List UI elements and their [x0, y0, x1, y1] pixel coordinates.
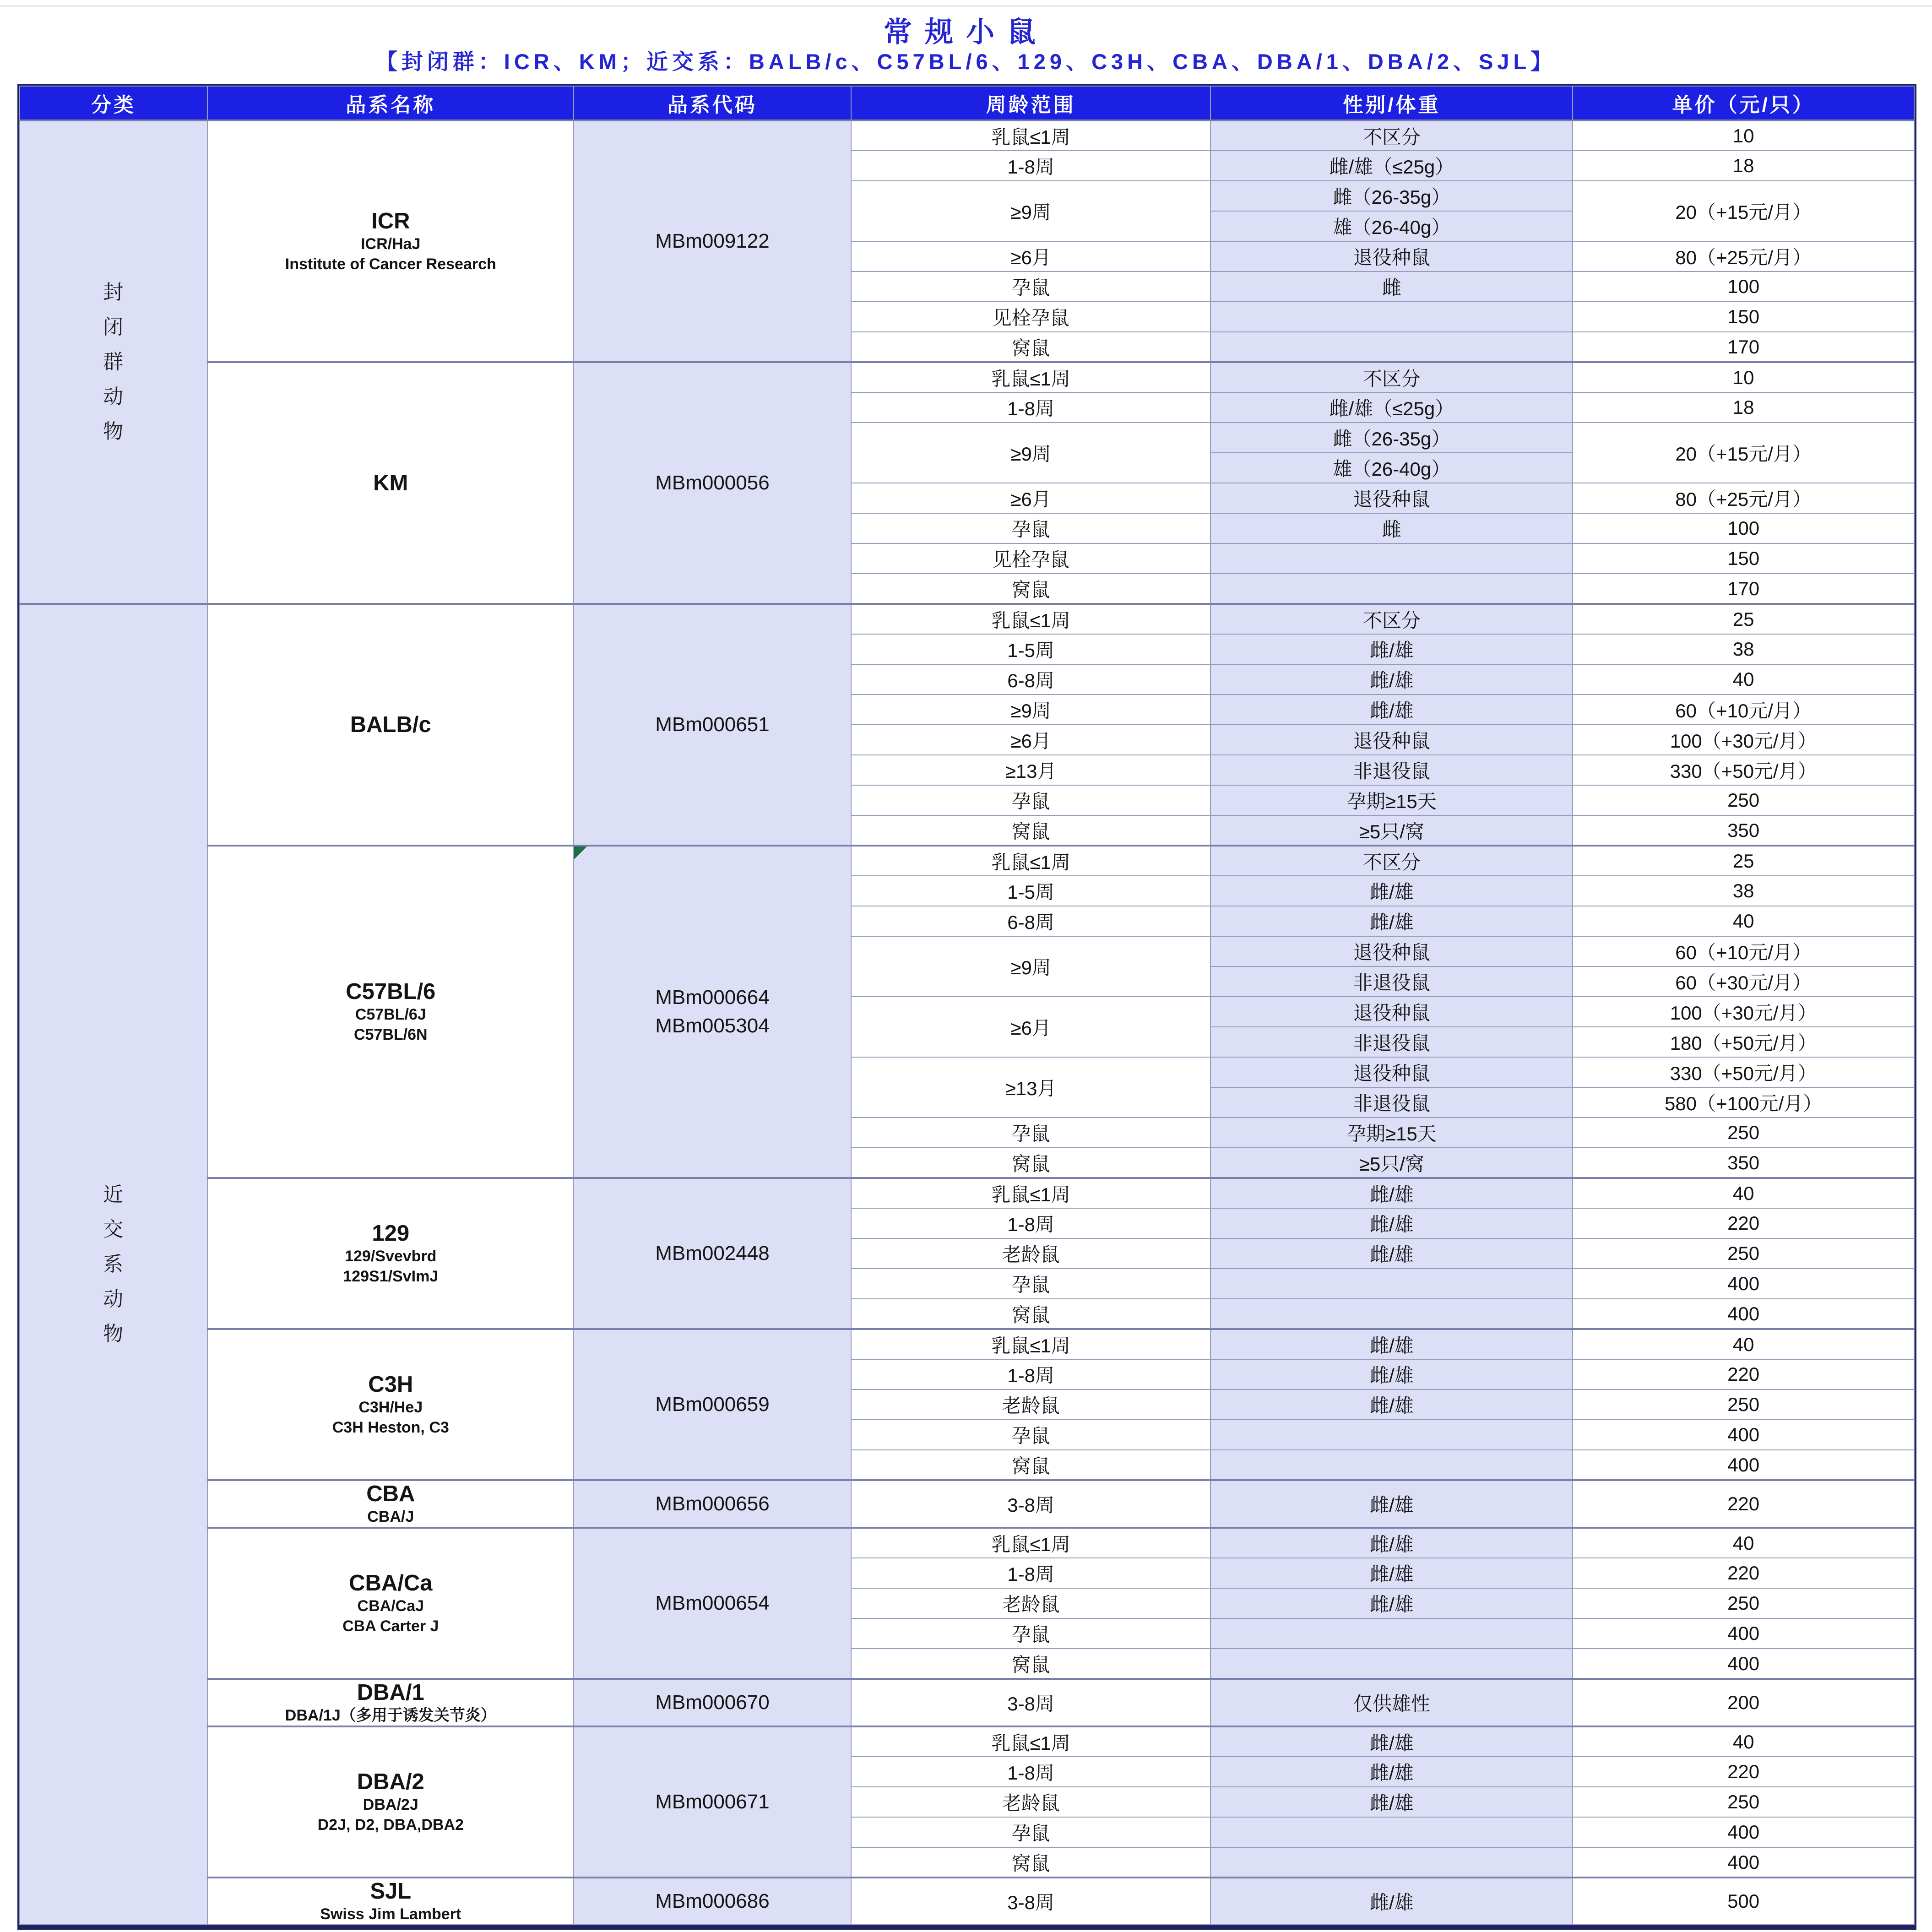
price-cell: 250 — [1573, 1787, 1914, 1817]
table-body — [20, 120, 1914, 1925]
price-cell: 350 — [1573, 1148, 1914, 1178]
sex-weight-cell — [1210, 1299, 1573, 1329]
strain-name-cell — [207, 604, 574, 846]
price-cell: 10 — [1573, 120, 1914, 151]
sex-weight-cell — [1210, 1847, 1573, 1878]
strain-name: SJL — [370, 1879, 412, 1904]
age-range-cell: ≥6月 — [851, 241, 1211, 271]
sex-weight-cell: 雌/雄 — [1210, 1238, 1573, 1269]
table-row — [20, 362, 1914, 392]
age-range-cell: 1-5周 — [851, 634, 1211, 664]
age-range-cell: ≥9周 — [851, 181, 1211, 241]
sex-weight-cell: 孕期≥15天 — [1210, 1118, 1573, 1148]
strain-subname: C57BL/6N — [353, 1026, 428, 1043]
strain-code-cell — [574, 120, 851, 362]
price-cell: 170 — [1573, 332, 1914, 362]
sex-weight-cell: 雌/雄 — [1210, 1757, 1573, 1787]
strain-name: KM — [373, 471, 408, 495]
age-range-cell: 窝鼠 — [851, 574, 1211, 604]
category-cell: 近 交 系 动 物 — [20, 604, 207, 1925]
age-range-cell: 老龄鼠 — [851, 1787, 1211, 1817]
sex-weight-cell: ≥5只/窝 — [1210, 1148, 1573, 1178]
sex-weight-cell: 雌/雄 — [1210, 1558, 1573, 1588]
strain-subname: Institute of Cancer Research — [285, 255, 496, 273]
strain-code: MBm009122 — [655, 230, 770, 252]
sex-weight-cell: 雌/雄 — [1210, 1389, 1573, 1420]
age-range-cell: 孕鼠 — [851, 271, 1211, 302]
sex-weight-cell: 雌/雄（≤25g） — [1210, 151, 1573, 181]
price-cell: 20（+15元/月） — [1573, 423, 1914, 483]
table-row — [20, 1178, 1914, 1208]
sex-weight-cell — [1210, 1420, 1573, 1450]
age-range-cell: 孕鼠 — [851, 785, 1211, 815]
price-cell: 60（+10元/月） — [1573, 695, 1914, 725]
price-cell: 170 — [1573, 574, 1914, 604]
col-header-strain-name: 品系名称 — [207, 86, 574, 120]
strain-name-cell — [207, 1178, 574, 1329]
sex-weight-cell: 不区分 — [1210, 846, 1573, 876]
strain-name-cell — [207, 1528, 574, 1679]
price-cell: 40 — [1573, 906, 1914, 936]
strain-subname: 129S1/SvImJ — [343, 1268, 439, 1285]
sex-weight-cell: 雌/雄 — [1210, 1178, 1573, 1208]
strain-name-cell — [207, 120, 574, 362]
sex-weight-cell: 退役种鼠 — [1210, 483, 1573, 513]
sex-weight-cell: 雌/雄 — [1210, 1787, 1573, 1817]
price-cell: 40 — [1573, 664, 1914, 695]
strain-name: CBA — [366, 1482, 415, 1506]
age-range-cell: 窝鼠 — [851, 1649, 1211, 1679]
price-cell: 220 — [1573, 1757, 1914, 1787]
page-subtitle: 【封闭群：ICR、KM；近交系：BALB/c、C57BL/6、129、C3H、CBA、DBA/1、DBA/2、SJL】 — [375, 49, 1557, 74]
category-cell: 封 闭 群 动 物 — [20, 120, 207, 604]
age-range-cell: 3-8周 — [851, 1679, 1211, 1726]
sex-weight-cell: 雌/雄 — [1210, 906, 1573, 936]
sex-weight-cell: 退役种鼠 — [1210, 997, 1573, 1027]
sex-weight-cell: 雌/雄 — [1210, 1588, 1573, 1618]
age-range-cell: 乳鼠≤1周 — [851, 1178, 1211, 1208]
age-range-cell: 6-8周 — [851, 906, 1211, 936]
age-range-cell: 窝鼠 — [851, 1847, 1211, 1878]
sex-weight-cell: 雌/雄 — [1210, 1480, 1573, 1528]
price-cell: 580（+100元/月） — [1573, 1087, 1914, 1118]
sex-weight-cell: 非退役鼠 — [1210, 1027, 1573, 1057]
sex-weight-cell: 非退役鼠 — [1210, 966, 1573, 997]
age-range-cell: ≥9周 — [851, 936, 1211, 997]
age-range-cell: 1-8周 — [851, 151, 1211, 181]
strain-code-cell — [574, 1329, 851, 1480]
age-range-cell: 孕鼠 — [851, 1817, 1211, 1847]
page-title: 常规小鼠 — [883, 16, 1048, 48]
price-cell: 250 — [1573, 1588, 1914, 1618]
sex-weight-cell: 雌/雄 — [1210, 1726, 1573, 1757]
strain-name: C57BL/6 — [346, 979, 436, 1004]
strain-subname: DBA/2J — [363, 1796, 418, 1813]
age-range-cell: 1-8周 — [851, 1558, 1211, 1588]
price-cell: 100 — [1573, 271, 1914, 302]
price-cell: 100（+30元/月） — [1573, 725, 1914, 755]
price-cell: 400 — [1573, 1269, 1914, 1299]
age-range-cell: ≥9周 — [851, 423, 1211, 483]
price-cell: 220 — [1573, 1480, 1914, 1528]
sex-weight-cell: 雌（26-35g） — [1210, 423, 1573, 453]
sex-weight-cell: 退役种鼠 — [1210, 725, 1573, 755]
age-range-cell: 1-8周 — [851, 392, 1211, 423]
age-range-cell: 见栓孕鼠 — [851, 543, 1211, 574]
strain-code: MBm000656 — [655, 1492, 770, 1515]
strain-code-cell — [574, 1878, 851, 1925]
age-range-cell: 窝鼠 — [851, 332, 1211, 362]
age-range-cell: 1-8周 — [851, 1757, 1211, 1787]
price-cell: 25 — [1573, 604, 1914, 634]
sex-weight-cell — [1210, 332, 1573, 362]
strain-code-cell — [574, 1679, 851, 1726]
price-cell: 220 — [1573, 1359, 1914, 1389]
price-cell: 25 — [1573, 846, 1914, 876]
age-range-cell: ≥6月 — [851, 483, 1211, 513]
strain-code-cell — [574, 846, 851, 1178]
table-row — [20, 604, 1914, 634]
price-cell: 100 — [1573, 513, 1914, 543]
price-cell: 250 — [1573, 1118, 1914, 1148]
age-range-cell: 孕鼠 — [851, 1118, 1211, 1148]
sex-weight-cell: 雌/雄 — [1210, 1359, 1573, 1389]
strain-code-cell — [574, 1528, 851, 1679]
strain-subname: CBA/CaJ — [357, 1597, 424, 1615]
age-range-cell: ≥9周 — [851, 695, 1211, 725]
price-cell: 220 — [1573, 1558, 1914, 1588]
price-table — [19, 86, 1915, 1925]
strain-code: MBm000664 — [655, 986, 770, 1009]
age-range-cell: 窝鼠 — [851, 815, 1211, 846]
col-header-category: 分类 — [20, 86, 207, 120]
sex-weight-cell: 雌/雄 — [1210, 876, 1573, 906]
price-cell: 38 — [1573, 876, 1914, 906]
price-cell: 180（+50元/月） — [1573, 1027, 1914, 1057]
sex-weight-cell — [1210, 1618, 1573, 1649]
sex-weight-cell — [1210, 1649, 1573, 1679]
col-header-sex-weight: 性别/体重 — [1210, 86, 1573, 120]
sex-weight-cell — [1210, 1817, 1573, 1847]
age-range-cell: 乳鼠≤1周 — [851, 362, 1211, 392]
col-header-unit-price: 单价（元/只） — [1573, 86, 1914, 120]
age-range-cell: ≥6月 — [851, 997, 1211, 1057]
age-range-cell: ≥6月 — [851, 725, 1211, 755]
sex-weight-cell: 孕期≥15天 — [1210, 785, 1573, 815]
price-cell: 400 — [1573, 1649, 1914, 1679]
age-range-cell: 乳鼠≤1周 — [851, 846, 1211, 876]
age-range-cell: 1-8周 — [851, 1208, 1211, 1238]
sex-weight-cell: 雄（26-40g） — [1210, 211, 1573, 241]
age-range-cell: 见栓孕鼠 — [851, 302, 1211, 332]
age-range-cell: 乳鼠≤1周 — [851, 604, 1211, 634]
strain-name-cell — [207, 846, 574, 1178]
table-row — [20, 1878, 1914, 1925]
age-range-cell: 老龄鼠 — [851, 1238, 1211, 1269]
price-cell: 330（+50元/月） — [1573, 755, 1914, 785]
sex-weight-cell — [1210, 1450, 1573, 1480]
strain-name-cell — [207, 1878, 574, 1925]
age-range-cell: 孕鼠 — [851, 1420, 1211, 1450]
price-cell: 330（+50元/月） — [1573, 1057, 1914, 1087]
price-cell: 100（+30元/月） — [1573, 997, 1914, 1027]
strain-code-cell — [574, 1178, 851, 1329]
age-range-cell: 6-8周 — [851, 664, 1211, 695]
strain-subname: D2J, D2, DBA,DBA2 — [317, 1816, 464, 1834]
age-range-cell: 3-8周 — [851, 1878, 1211, 1925]
green-corner-marker-icon — [574, 847, 587, 859]
strain-subname: ICR/HaJ — [361, 235, 421, 253]
strain-code: MBm000654 — [655, 1592, 770, 1614]
strain-name-cell — [207, 1480, 574, 1528]
table-row — [20, 120, 1914, 151]
price-cell: 40 — [1573, 1329, 1914, 1359]
strain-code: MBm005304 — [655, 1015, 770, 1037]
price-cell: 18 — [1573, 392, 1914, 423]
strain-subname: CBA Carter J — [342, 1617, 439, 1635]
strain-code: MBm000686 — [655, 1890, 770, 1912]
age-range-cell: 孕鼠 — [851, 1269, 1211, 1299]
sex-weight-cell: 雌/雄 — [1210, 1878, 1573, 1925]
sex-weight-cell: 雌/雄 — [1210, 664, 1573, 695]
price-cell: 80（+25元/月） — [1573, 483, 1914, 513]
strain-subname: 129/Svevbrd — [345, 1248, 437, 1265]
age-range-cell: 窝鼠 — [851, 1299, 1211, 1329]
strain-code-cell — [574, 1726, 851, 1878]
table-row — [20, 1726, 1914, 1757]
age-range-cell: 乳鼠≤1周 — [851, 120, 1211, 151]
window-top-edge — [0, 5, 1932, 6]
strain-code-cell — [574, 1480, 851, 1528]
sex-weight-cell: 退役种鼠 — [1210, 936, 1573, 966]
strain-name: DBA/2 — [357, 1769, 424, 1794]
sex-weight-cell: 雌/雄 — [1210, 1208, 1573, 1238]
strain-name: BALB/c — [350, 712, 431, 737]
price-cell: 350 — [1573, 815, 1914, 846]
sex-weight-cell: 雌/雄（≤25g） — [1210, 392, 1573, 423]
strain-subname: CBA/J — [367, 1508, 414, 1525]
price-cell: 40 — [1573, 1178, 1914, 1208]
strain-name-cell — [207, 1329, 574, 1480]
price-cell: 400 — [1573, 1420, 1914, 1450]
header-row — [20, 86, 1914, 120]
sex-weight-cell: 不区分 — [1210, 362, 1573, 392]
age-range-cell: 3-8周 — [851, 1480, 1211, 1528]
strain-subname: DBA/1J（多用于诱发关节炎） — [285, 1707, 496, 1724]
strain-code: MBm000651 — [655, 713, 770, 736]
price-table-container — [17, 84, 1916, 1930]
strain-name-cell — [207, 1726, 574, 1878]
strain-name: ICR — [371, 209, 410, 233]
table-row — [20, 1679, 1914, 1726]
price-cell: 150 — [1573, 302, 1914, 332]
table-row — [20, 1329, 1914, 1359]
strain-name: C3H — [368, 1372, 413, 1397]
sex-weight-cell: 雌 — [1210, 513, 1573, 543]
col-header-age-range: 周龄范围 — [851, 86, 1211, 120]
age-range-cell: 孕鼠 — [851, 513, 1211, 543]
strain-code-cell — [574, 362, 851, 604]
age-range-cell: ≥13月 — [851, 755, 1211, 785]
age-range-cell: 1-8周 — [851, 1359, 1211, 1389]
price-cell: 10 — [1573, 362, 1914, 392]
price-cell: 200 — [1573, 1679, 1914, 1726]
age-range-cell: 乳鼠≤1周 — [851, 1726, 1211, 1757]
strain-code: MBm000659 — [655, 1393, 770, 1416]
strain-name-cell — [207, 362, 574, 604]
age-range-cell: 乳鼠≤1周 — [851, 1329, 1211, 1359]
age-range-cell: 老龄鼠 — [851, 1588, 1211, 1618]
sex-weight-cell: 不区分 — [1210, 120, 1573, 151]
strain-name-cell — [207, 1679, 574, 1726]
sex-weight-cell: 雄（26-40g） — [1210, 453, 1573, 483]
price-cell: 400 — [1573, 1817, 1914, 1847]
sex-weight-cell: 不区分 — [1210, 604, 1573, 634]
price-cell: 250 — [1573, 1238, 1914, 1269]
price-cell: 38 — [1573, 634, 1914, 664]
table-row — [20, 846, 1914, 876]
age-range-cell: 窝鼠 — [851, 1450, 1211, 1480]
price-cell: 60（+10元/月） — [1573, 936, 1914, 966]
sex-weight-cell: 退役种鼠 — [1210, 1057, 1573, 1087]
strain-code: MBm000056 — [655, 472, 770, 494]
age-range-cell: ≥13月 — [851, 1057, 1211, 1118]
sex-weight-cell: 非退役鼠 — [1210, 755, 1573, 785]
price-cell: 250 — [1573, 785, 1914, 815]
price-cell: 400 — [1573, 1618, 1914, 1649]
strain-code: MBm002448 — [655, 1242, 770, 1264]
price-cell: 40 — [1573, 1726, 1914, 1757]
sex-weight-cell: ≥5只/窝 — [1210, 815, 1573, 846]
strain-subname: C3H Heston, C3 — [332, 1419, 449, 1436]
price-cell: 18 — [1573, 151, 1914, 181]
strain-subname: C3H/HeJ — [358, 1399, 423, 1416]
strain-name: DBA/1 — [357, 1680, 424, 1705]
strain-name: 129 — [372, 1221, 410, 1246]
price-cell: 60（+30元/月） — [1573, 966, 1914, 997]
strain-code: MBm000670 — [655, 1691, 770, 1714]
sex-weight-cell — [1210, 543, 1573, 574]
age-range-cell: 孕鼠 — [851, 1618, 1211, 1649]
price-cell: 40 — [1573, 1528, 1914, 1558]
price-cell: 400 — [1573, 1847, 1914, 1878]
sex-weight-cell: 雌/雄 — [1210, 634, 1573, 664]
age-range-cell: 1-5周 — [851, 876, 1211, 906]
age-range-cell: 老龄鼠 — [851, 1389, 1211, 1420]
sex-weight-cell: 雌 — [1210, 271, 1573, 302]
sex-weight-cell: 非退役鼠 — [1210, 1087, 1573, 1118]
price-cell: 20（+15元/月） — [1573, 181, 1914, 241]
price-cell: 500 — [1573, 1878, 1914, 1925]
sex-weight-cell: 雌/雄 — [1210, 695, 1573, 725]
price-cell: 400 — [1573, 1450, 1914, 1480]
price-cell: 220 — [1573, 1208, 1914, 1238]
sex-weight-cell: 仅供雄性 — [1210, 1679, 1573, 1726]
price-cell: 80（+25元/月） — [1573, 241, 1914, 271]
price-cell: 150 — [1573, 543, 1914, 574]
sex-weight-cell: 退役种鼠 — [1210, 241, 1573, 271]
age-range-cell: 窝鼠 — [851, 1148, 1211, 1178]
table-row — [20, 1528, 1914, 1558]
sex-weight-cell: 雌（26-35g） — [1210, 181, 1573, 211]
table-row — [20, 1480, 1914, 1528]
strain-name: CBA/Ca — [349, 1571, 433, 1596]
col-header-strain-code: 品系代码 — [574, 86, 851, 120]
sex-weight-cell: 雌/雄 — [1210, 1528, 1573, 1558]
strain-code-cell — [574, 604, 851, 846]
sex-weight-cell — [1210, 1269, 1573, 1299]
age-range-cell: 乳鼠≤1周 — [851, 1528, 1211, 1558]
strain-subname: Swiss Jim Lambert — [320, 1905, 461, 1923]
strain-subname: C57BL/6J — [355, 1006, 426, 1023]
sex-weight-cell — [1210, 302, 1573, 332]
sex-weight-cell — [1210, 574, 1573, 604]
price-cell: 250 — [1573, 1389, 1914, 1420]
strain-code: MBm000671 — [655, 1791, 770, 1813]
sex-weight-cell: 雌/雄 — [1210, 1329, 1573, 1359]
price-cell: 400 — [1573, 1299, 1914, 1329]
